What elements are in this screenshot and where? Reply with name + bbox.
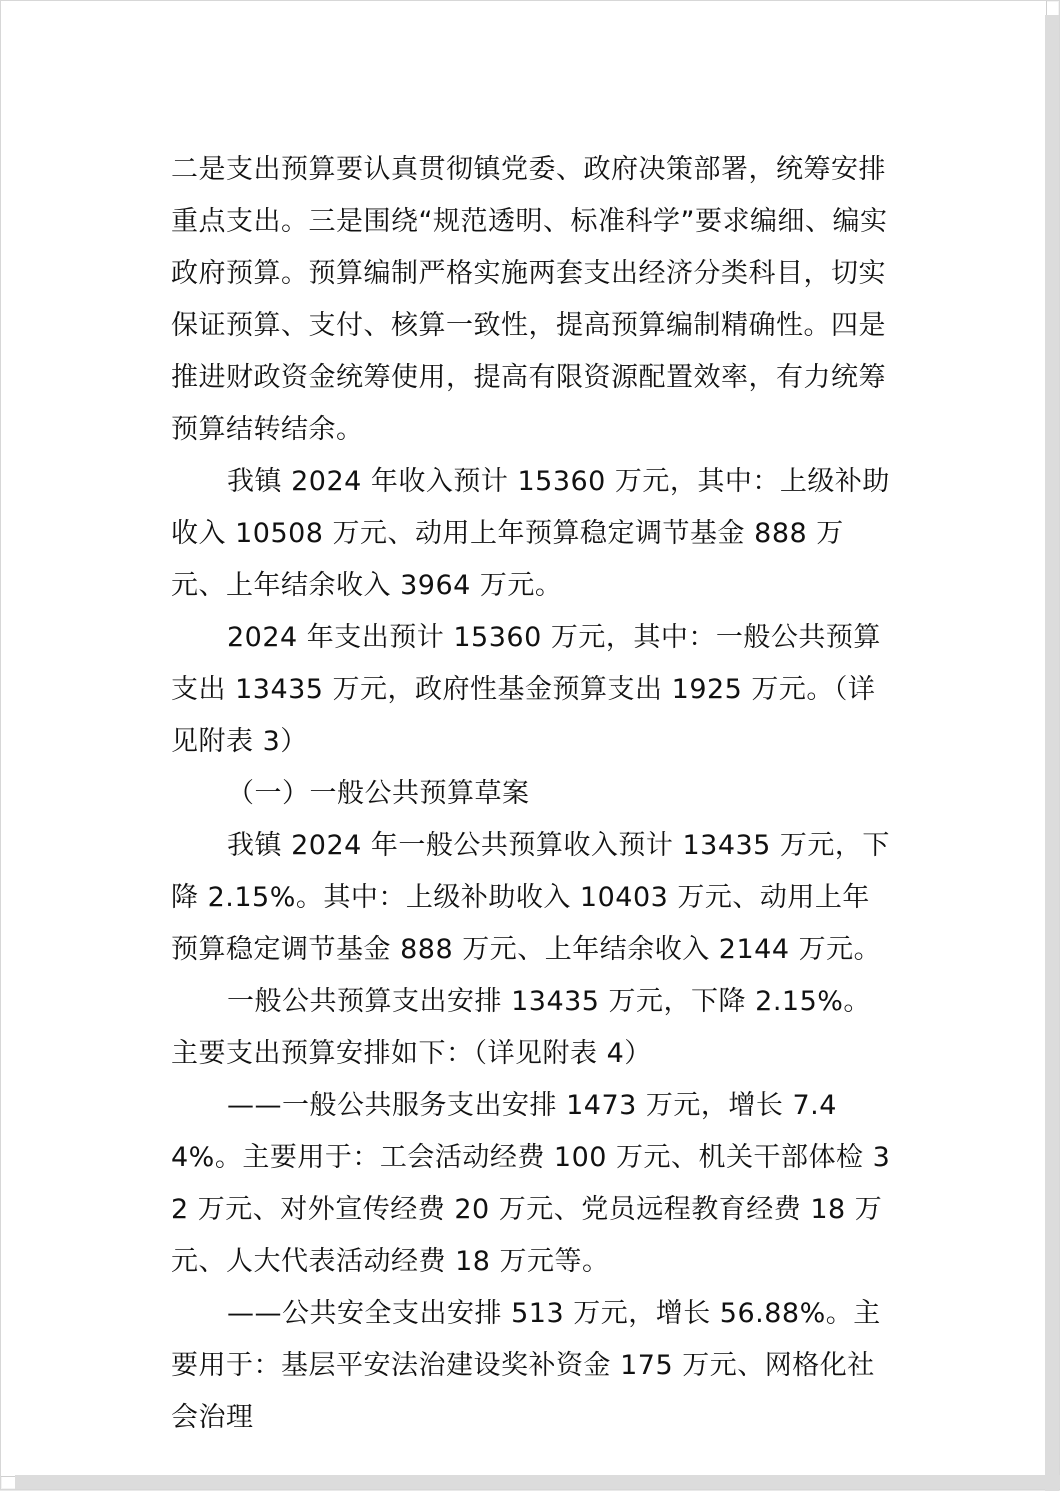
- paragraph-general-budget-revenue: 我镇 2024 年一般公共预算收入预计 13435 万元，下降 2.15%。其中：上级补助收入 10403 万元、动用上年预算稳定调节基金 888 万元、上年结余收入 2144 万元。: [171, 830, 890, 965]
- section-heading-general-budget: （一）一般公共预算草案: [227, 778, 530, 809]
- document-content: [171, 144, 895, 1444]
- paragraph-public-safety-expenditure: ——公共安全支出安排 513 万元，增长 56.88%。主要用于：基层平安法治建设奖补资金 175 万元、网格化社会治理: [171, 1298, 881, 1433]
- paper-sheet: [1, 1, 1047, 1477]
- page-shadow-bottom: [15, 1475, 1060, 1489]
- page-shadow-right: [1045, 15, 1059, 1491]
- paragraph-public-service-expenditure: ——一般公共服务支出安排 1473 万元，增长 7.44%。主要用于：工会活动经费 100 万元、机关干部体检 32 万元、对外宣传经费 20 万元、党员远程教育经费 18 万元、人大代表活动经费 18 万元等。: [171, 1090, 891, 1277]
- paragraph-general-budget-expenditure: 一般公共预算支出安排 13435 万元，下降 2.15%。主要支出预算安排如下：（详见附表 4）: [171, 986, 871, 1069]
- paragraph-expenditure-forecast: 2024 年支出预计 15360 万元，其中：一般公共预算支出 13435 万元，政府性基金预算支出 1925 万元。（详见附表 3）: [171, 622, 881, 757]
- paragraph-revenue-forecast: 我镇 2024 年收入预计 15360 万元，其中：上级补助收入 10508 万元、动用上年预算稳定调节基金 888 万元、上年结余收入 3964 万元。: [171, 466, 890, 601]
- paragraph-budget-principles: 二是支出预算要认真贯彻镇党委、政府决策部署，统筹安排重点支出。三是围绕“规范透明、标准科学”要求编细、编实政府预算。预算编制严格实施两套支出经济分类科目，切实保证预算、支付、核算一致性，提高预算编制精确性。四是推进财政资金统筹使用，提高有限资源配置效率，有力统筹预算结转结余。: [171, 154, 888, 445]
